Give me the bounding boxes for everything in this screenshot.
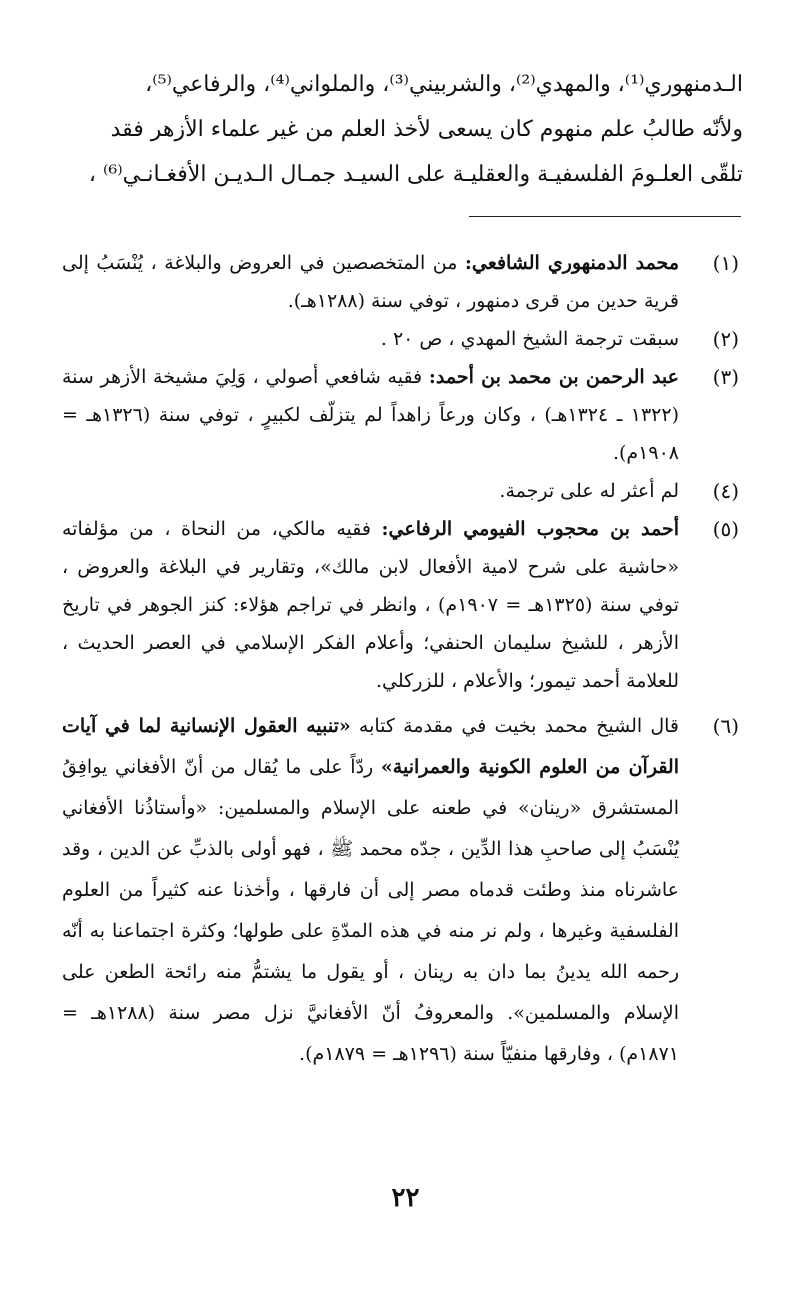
footnote-number: (٦) bbox=[712, 714, 739, 738]
footnote bbox=[62, 510, 739, 700]
footnote-number: (٤) bbox=[712, 479, 739, 503]
footnote-number: (٢) bbox=[712, 327, 739, 351]
footnote-body: فقيه مالكي، من النحاة ، من مؤلفاته «حاشية على شرح لامية الأفعال لابن مالك»، وتقارير في البلاغة والعروض ، توفي سنة (١٣٢٥هـ = ١٩٠٧م) ، وانظر في تراجم هؤلاء: كنز الجوهر في تاريخ الأزهر ، للشيخ سليمان الحنفي؛ وأعلام الفكر الإسلامي في العصر الحديث ، للعلامة أحمد تيمور؛ والأعلام ، للزركلي. bbox=[62, 518, 679, 692]
main-text-line: الـدمنهوري⁽¹⁾، والمهدي⁽²⁾، والشربيني⁽³⁾، والملواني⁽⁴⁾، والرفاعي⁽⁵⁾، bbox=[145, 72, 743, 97]
footnote bbox=[62, 706, 739, 1075]
footnote bbox=[62, 358, 739, 472]
footnote-text bbox=[62, 510, 679, 700]
footnote-body: من المتخصصين في العروض والبلاغة ، يُنْسَبُ إلى قرية حدين من قرى دمنهور ، توفي سنة (١٢٨٨هـ). bbox=[62, 252, 679, 312]
footnote-text bbox=[62, 244, 679, 320]
page-number: ٢٢ bbox=[391, 1183, 420, 1213]
footnote-body: سبقت ترجمة الشيخ المهدي ، ص ٢٠ . bbox=[380, 328, 679, 350]
footnote-number: (١) bbox=[712, 251, 739, 275]
footnote-pre: قال الشيخ محمد بخيت في مقدمة كتابه bbox=[350, 715, 679, 737]
footnote bbox=[62, 244, 739, 320]
footnote-text bbox=[62, 472, 679, 510]
main-text-line: تلقّى العلـومَ الفلسفيـة والعقليـة على السيـد جمـال الـديـن الأفغـانـي⁽⁶⁾ ، bbox=[88, 162, 743, 187]
footnote-text bbox=[62, 706, 679, 1075]
footnote-text bbox=[62, 320, 679, 358]
footnotes bbox=[62, 244, 739, 1075]
footnote-number: (٣) bbox=[712, 365, 739, 389]
footnote-bold: أحمد بن محجوب الفيومي الرفاعي: bbox=[381, 518, 680, 540]
footnote bbox=[62, 320, 739, 358]
footnote bbox=[62, 472, 739, 510]
main-text bbox=[62, 62, 743, 197]
footnote-body: ردّاً على ما يُقال من أنّ الأفغاني يوافِقُ المستشرق «رينان» في طعنه على الإسلام والمسلمين: «وأستاذُنا الأفغاني يُنْسَبُ إلى صاحبِ هذا الدِّين ، جدّه محمد ﷺ ، فهو أولى بالذبِّ عن الدين ، وقد عاشرناه منذ وطئت قدماه مصر إلى أن فارقها ، وأخذنا عنه كثيراً من العلوم الفلسفية وغيرها ، ولم نر منه في هذه المدّةِ على طولها؛ وكثرة اجتماعنا به أنّه رحمه الله يدينُ بما دان به رينان ، أو يقول ما يشتمُّ منه رائحة الطعن على الإسلام والمسلمين». والمعروفُ أنّ الأفغانيَّ نزل مصر سنة (١٢٨٨هـ = ١٨٧١م) ، وفارقها منفيّاً سنة (١٢٩٦هـ = ١٨٧٩م). bbox=[62, 756, 679, 1065]
footnote-bold: «تنبيه العقول الإنسانية لما في آيات القرآن من العلوم الكونية والعمرانية» bbox=[62, 715, 679, 778]
footnote-text bbox=[62, 358, 679, 472]
footnote-body: لم أعثر له على ترجمة. bbox=[499, 480, 679, 502]
footnote-body: فقيه شافعي أصولي ، وَلِيَ مشيخة الأزهر سنة (١٣٢٢ ـ ١٣٢٤هـ) ، وكان ورعاً زاهداً لم يتزلّف لكبيرٍ ، توفي سنة (١٣٢٦هـ = ١٩٠٨م). bbox=[62, 366, 679, 464]
footnote-bold: عبد الرحمن بن محمد بن أحمد: bbox=[428, 366, 679, 388]
footnote-separator bbox=[469, 216, 741, 217]
footnote-bold: محمد الدمنهوري الشافعي: bbox=[464, 252, 679, 274]
footnote-number: (٥) bbox=[712, 517, 739, 541]
main-text-line: ولأنّه طالبُ علم منهوم كان يسعى لأخذ العلم من غير علماء الأزهر فقد bbox=[110, 117, 743, 142]
